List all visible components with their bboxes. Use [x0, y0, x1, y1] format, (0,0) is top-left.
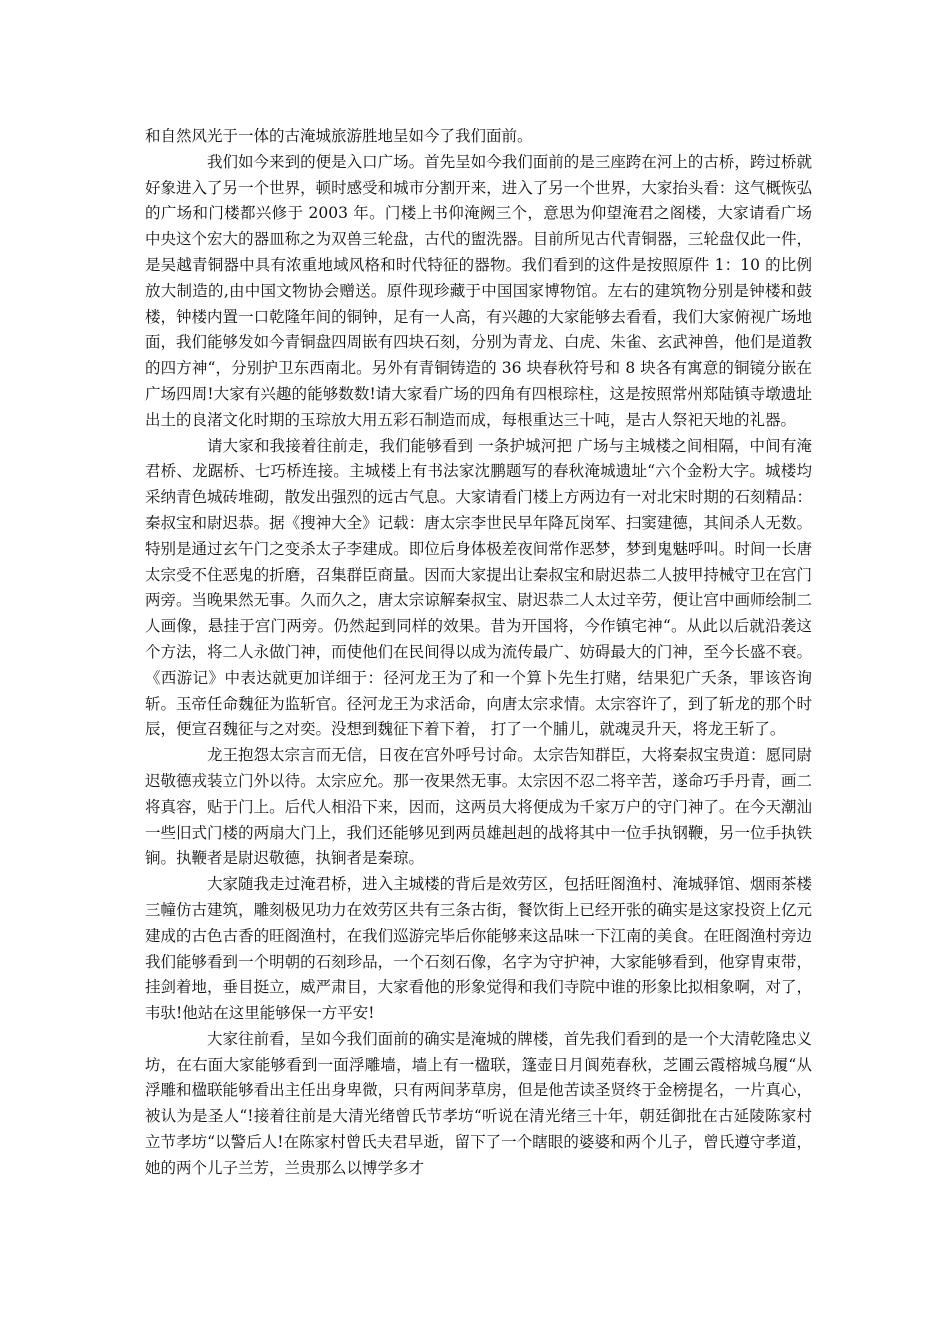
paragraph-service-area: 大家随我走过淹君桥，进入主城楼的背后是效劳区，包括旺阁渔村、淹城驿馆、烟雨茶楼三幢仿古建筑，雕刻极见功力在效劳区共有三条古街，餐饮街上已经开张的确实是这家投资上亿元建成的古色古香的旺阁渔村，在我们巡游完毕后你能够来这品味一下江南的美食。在旺阁渔村旁边我们能够看到一个明朝的石刻珍品，一个石刻石像，名字为守护神，大家能够看到，他穿胄束带，挂剑着地，垂目挺立，威严肃目，大家看他的形象觉得和我们寺院中谁的形象比拟相象啊，对了，韦驮!他站在这里能够保一方平安! [145, 875, 812, 1023]
paragraph-main-gate: 请大家和我接着往前走，我们能够看到 一条护城河把 广场与主城楼之间相隔，中间有淹君桥、龙踞桥、七巧桥连接。主城楼上有书法家沈鹏题写的春秋淹城遗址“六个金粉大字。城楼均采纳青色城砖堆砌，散发出强烈的远古气息。大家请看门楼上方两边有一对北宋时期的石刻精品：秦叔宝和尉迟恭。据《搜神大全》记载：唐太宗李世民早年降瓦岗军、扫窦建德，其间杀人无数。特别是通过玄午门之变杀太子李建成。即位后身体极差夜间常作恶梦，梦到鬼魅呼叫。时间一长唐太宗受不住恶鬼的折磨，召集群臣商量。因而大家提出让秦叔宝和尉迟恭二人披甲持械守卫在宫门两旁。当晚果然无事。久而久之，唐太宗谅解秦叔宝、尉迟恭二人太过辛劳，便让宫中画师绘制二人画像，悬挂于宫门两旁。仍然起到同样的效果。昔为开国将，今作镇宅神“。从此以后就沿袭这个方法，将二人永做门神，而使他们在民间得以成为流传最广、妨碍最大的门神，至今长盛不衰。《西游记》中表达就更加详细于：径河龙王为了和一个算卜先生打赌，结果犯广夭条，罪该咨询斩。玉帝任命魏征为监斩官。径河龙王为求活命，向唐太宗求情。太宗容许了，到了斩龙的那个时辰，便宣召魏征与之对奕。没想到魏征下着下着， 打了一个脯儿，就魂灵升天，将龙王斩了。 [145, 436, 812, 739]
paragraph-continued: 和自然风光于一体的古淹城旅游胜地呈如今了我们面前。 [145, 127, 533, 145]
document-page [145, 124, 812, 1182]
paragraph-memorial-arches: 大家往前看，呈如今我们面前的确实是淹城的牌楼，首先我们看到的是一个大清乾隆忠义坊，在右面大家能够看到一面浮雕墙，墙上有一楹联，篷壶日月阆苑春秋，芝圃云霞榕城乌履“从浮雕和楹联能够看出主任出身卑微，只有两间茅草房，但是他苦读圣贤终于金榜提名，一片真心，被认为是圣人“!接着往前是大清光绪曾氏节孝坊“听说在清光绪三十年，朝廷御批在古延陵陈家村立节孝坊“以警后人!在陈家村曾氏夫君早逝，留下了一个瞎眼的婆婆和两个儿子，曾氏遵守孝道，她的两个儿子兰芳，兰贵那么以博学多才 [145, 1029, 812, 1177]
paragraph-entrance-plaza: 我们如今来到的便是入口广场。首先呈如今我们面前的是三座跨在河上的古桥，跨过桥就好象进入了另一个世界，顿时感受和城市分割开来，进入了另一个世界，大家抬头看：这气概恢弘的广场和门楼都兴修于 2003 年。门楼上书仰淹阙三个，意思为仰望淹君之阁楼，大家请看广场中央这个宏大的器皿称之为双兽三轮盘，古代的盥洗器。目前所见古代青铜器，三轮盘仅此一件，是吴越青铜器中具有浓重地域风格和时代特征的器物。我们看到的这件是按照原件 1：10 的比例放大制造的,由中国文物协会赠送。原件现珍藏于中国国家博物馆。左右的建筑物分别是钟楼和鼓楼，钟楼内置一口乾隆年间的铜钟，足有一人高，有兴趣的大家能够去看看，我们大家俯视广场地面，我们能够发如今青铜盘四周嵌有四块石刻，分别为青龙、白虎、朱雀、玄武神兽，他们是道教的四方神“，分别护卫东西南北。另外有青铜铸造的 36 块春秋符号和 8 块各有寓意的铜镜分嵌在广场四周!大家有兴趣的能够数数!请大家看广场的四角有四根琮柱，这是按照常州郑陆镇寺墩遗址出土的良渚文化时期的玉琮放大用五彩石制造而成，每根重达三十吨，是古人祭祀天地的礼器。 [145, 152, 812, 429]
paragraph-door-gods: 龙王抱怨太宗言而无信，日夜在宫外呼号讨命。太宗告知群臣，大将秦叔宝贵道：愿同尉迟敬德戎装立门外以待。太宗应允。那一夜果然无事。太宗因不忍二将辛苦，遂命巧手丹青，画二将真容，贴于门上。后代人相沿下来，因而，这两员大将便成为千家万户的守门神了。在今天潮汕一些旧式门楼的两扇大门上，我们还能够见到两员雄赳赳的战将其中一位手执钢鞭，另一位手执铁锏。执鞭者是尉迟敬德，执锏者是秦琼。 [145, 746, 812, 868]
